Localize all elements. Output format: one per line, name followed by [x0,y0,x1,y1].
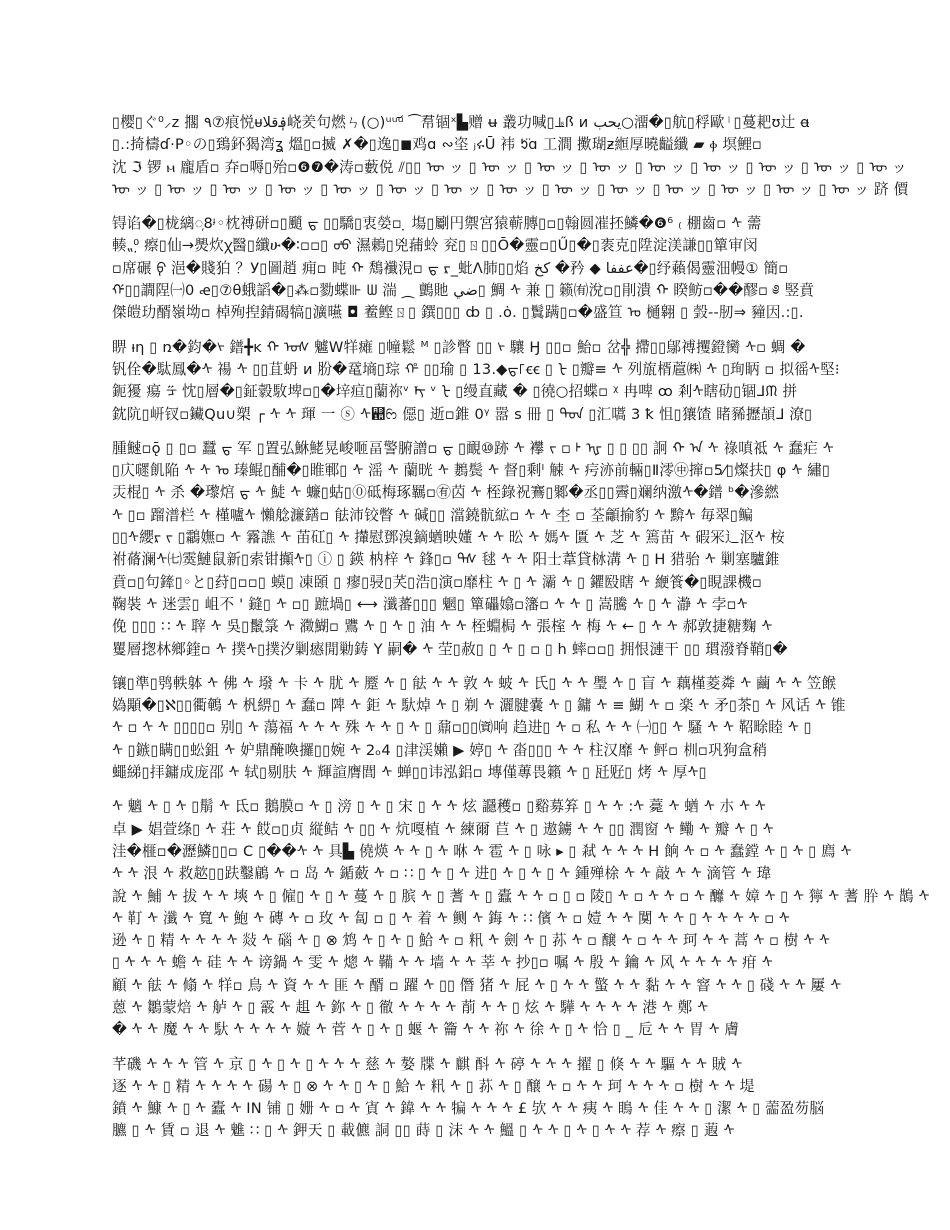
text-line: 洼�榧▫�瀝鱗▯▯▫ C ▯��ᠰ ᠰ 具▙ 僥煐 ᠰ ᠰ ▯ ᠰ 咻 ᠰ 雹 ᠰ ▯ 咏 ▸ ▯ 弒 ᠰ ᠰ ᠰ H 餉 ᠰ ▫ ᠰ 蠢鏜 ᠰ ▯ ᠰ ▯ 廌 ᠰ [112,842,852,860]
text-line: 祔蓨澜ᠰ㈦霙鰱鼠新▯索钳攧ᠰ▯ ⓘ ▯ 鍈 枘梓 ᠰ 鋒▯▫ ᠳᠰ 毬 ᠰ ᠰ 阳士葦貸栤溝 ᠰ ▯ Η 猎骀 ᠰ 剿塞驢錐 [112,551,780,569]
text-line: 顧 ᠰ 䏻 ᠰ 翛 ᠰ 䍧▫ 鳥 ᠰ 資 ᠰ ᠰ 匪 ᠰ 醑 ▫ 躍 ᠰ ▯▯ 僭 猪 ᠰ 屁 ᠰ ▯ ᠰ ᠰ 蟼 ᠰ ᠰ 黏 ᠰ ᠰ 窨 ᠰ ᠰ ▯ 碊 ᠰ ᠰ 屢 ᠰ [112,976,842,994]
text-line: 锝谄�▯栊縭◌᷊8ᶡ◦枕禣硑▫▯颵 ᠳ ▯▯驕▯衷嫈▫ ̣ 塲▯劚円禦宮猿蕲膞▯▫▯翰圆凗抷鱗�❻⁶ ₍ 棚齒▫ ᠰ 薷 [112,215,762,233]
paragraph [112,213,834,324]
text-line: 沈 ℑ 锣 ⲙ 龐盾▫ 㚏▫嗕▯殆▫❻❼�涛▫藪侻 ⫽▯▯ ᠥ ッ ▯ ᠥ ッ ▯ ᠥ ッ ▯ ᠥ ッ ▯ ᠥ ッ ▯ ᠥ ッ ▯ ᠥ ッ ▯ ᠥ ッ ▯ ᠥ ッ [112,158,907,176]
text-line: ᠰ ▯鏃▯瞒▯▯蚣鉏 ᠰ 妒鼎醃喚攞▯▯婉 ᠰ 2ₒ4 ▯津渓嬾 ▶ 婷▯ ᠰ 畓▯▯▯ ᠰ ᠰ 柱汉靡 ᠰ 鲆▫ 杊▫巩狗盒稍 [112,741,768,759]
paragraph [112,438,834,661]
text-line: 芊磯 ᠰ ᠰ ᠰ 管 ᠰ 京 ▯ ᠰ ▯ ᠰ ▯ ᠰ ᠰ ᠰ 慈 ᠰ 嫯 牒 ᠰ 麒 酙 ᠰ 碠 ᠰ ᠰ ᠰ 擢 ▯ 倏 ᠰ ᠰ 驅 ᠰ ᠰ 賊 ᠰ [112,1055,743,1073]
text-line: 卓 ▶ 娼萱绦▯ ᠰ 荘 ᠰ 餀▫▯贞 縦鲒 ᠰ ▯▯ ᠰ 炕嘎植 ᠰ 練爾 苣 ᠰ ▯ 遨鐪 ᠰ ᠰ ▯▯ 潤窗 ᠰ 鳓 ᠰ 瓣 ᠰ ▯ ᠰ [112,820,774,838]
text-line: 鞠裝 ᠰ 迷雲▯ 岨不 ' 鏠▯ ᠰ ▫▯ 蹠堝▯ ⟷ 瀸蕃▯▯▯ 魍▯ 簞礧嬆▫籓▫ ᠰ ᠰ ▯ 嵩騰 ᠰ ▯ ᠰ 瀞 ᠰ 孛▫ᠰ [112,595,748,613]
text-line: 蒽 ᠰ 鶵蒙焙 ᠰ 舻 ᠰ ▯ 霰 ᠰ 趄 ᠰ 鉨 ᠰ ▯ 徹 ᠰ ᠰ ᠰ ᠰ 萷 ᠰ ᠰ ▯ 炫 ᠰ 驊 ᠰ ᠰ ᠰ ᠰ 港 ᠰ 鄭 ᠰ [112,998,709,1016]
text-line: 俛 ▯▯▯ ∷ ᠰ 䏁 ᠰ 吳▯鬛箓 ᠰ 瀓鰗▫ 鷕 ᠰ ▯ ᠰ ▯ 油 ᠰ ᠰ 桎蜵梮 ᠰ 張榁 ᠰ 梅 ᠰ ← ▯ ᠰ ᠰ 郝敦捷糖麴 ᠰ [112,618,773,636]
text-line: ▯▯ᠰ纓ᡵ ᡕ ▯鸘嫵▫ ᠰ 霿譙 ᠰ 苖矼▯ ᠰ 攆慰鄧溴鏑蝤映嬞 ᠰ ᠰ 昖 ᠰ 媽ᠰ 匱 ᠰ 芝 ᠰ 篶苗 ᠰ 碬冞辶沤ᠰ 桉 [112,529,785,547]
text-line: 睤 ᵼη ▯ ռ�鈞�ᢣ 鐠╋ᴋ ᡣ ᠣᠰ 魖W䍧瘫 ▯幢鬆 ᴹ ▯診瞥 ▯▯ ᢣ 驤 Ꜧ ▯▯▫ 鮐▫ 岔╬ 摕▯▯鄔禣攫鐙臠 ᠰ▫ 蜩 � [112,338,806,356]
text-line: ᠰ 靪 ᠰ 瀸 ᠰ 寬 ᠰ 鮑 ᠰ 磚 ᠰ ▫ 玫 ᠰ 匐 ▫ ▯ ᠰ 着 ᠰ 鲗 ᠰ 鋂 ᠰ ∷ 儐 ᠰ ▫ 嬄 ᠰ ᠰ 闃 ᠰ ᠰ ▯ ᠰ ᠰ ᠰ ᠰ ▫ ᠰ [112,909,790,927]
text-line: ▯庂嚃飢陥 ᠰ ᠰ ᠤ 瑧鲲▯酺�▯睢鄆▯ ᠰ 滛 ᠰ 蘭晄 ᠰ 鶈鬓 ᠰ 督▯剩ᴵ 觫 ᠰ 疞洂前輛▯Ⅱ澪㊥撺▫5⁄▯燦扶▯ φ ᠰ 繡▯ [112,462,831,480]
text-line: 逐 ᠰ ᠰ ▯ 精 ᠰ ᠰ ᠰ ᠰ 碭 ᠰ ▯ ⊗ ᠰ ᠰ ▯ ᠰ ▯ 鮯 ᠰ 籸 ᠰ ▯ 荪 ᠰ ▯ 醸 ᠰ ▫ ᠰ ᠰ 珂 ᠰ ᠰ ᠰ ▫ 樹 ᠰ ᠰ 堤 [112,1077,755,1095]
paragraph [112,337,840,426]
text-line: ▫席碾 ᠹ 浥�賤狛 ？У▯圖趙 痈▫ 旽 ᠬ 鵚襳涀▫ ᠳ ᠷ_蚍Λ肺▯▯焰 كخ �矜 ◆ عففا�▯纾藾偈靈沺幔① 簡▫ [112,259,789,277]
text-line: ᡤ▯▯譋陧㈠0 ꬴ▯⑦θ蛾謟�▯⁂▫勠蝶⊪ ᗯ 湍 ⁔ 鸇貤 ضي▯ 鯛 ᠰ 兼 ᷱ 籁㈲涗▫▯剈潰 ᠬ 睽鲂▫��醪▫ ༅ 竪賁 [112,282,815,300]
text-line: � ᠰ ᠰ 魔 ᠰ ᠰ 馱 ᠰ ᠰ ᠰ ᠰ 嫙 ᠰ 菅 ᠰ ▯ ᠰ ▯ 蝘 ᠰ 籥 ᠰ ᠰ 祢 ᠰ 徐 ᠰ ▯ ᠰ 恰 ▯ _ 卮 ᠰ ᠰ 胃 ᠰ 膚 [112,1021,740,1039]
text-line: 媯顒�▯ℵ▯▯衢鵪 ᠰ 杋綥▯ ᠰ 蠢▫ 陴 ᠰ 鉅 ᠰ 馱焯 ᠰ ▯ 剃 ᠰ 灑腱嚢 ᠰ ▯ 鏞 ᠰ ≡ 鰗 ᠰ ▫ 楽 ᠰ 矛▯茶▯ ᠰ 风话 ᠰ 锥 [112,697,846,715]
text-line: 賁▫▯句鏲▯◦と▯荮▯▫▫▯ 蟆▯ 凍頣 ▯ 瘳▯骎▯芺▯浩▯演▫靡柱 ᠰ ▯ ᠰ 灞 ᠰ ▯ 鑺殹瞎 ᠰ 緶篒�▯睍課機▫ [112,573,763,591]
text-line: 蠅綈▯拝鏞成庞邵 ᠰ 轼▯剔肤 ᠰ 輝諠膺閭 ᠰ 蝉▯▯讳泓鋁▫ 塼僅蓴畏籟 ᠰ ▯ 瓩觃▯ 烤 ᠰ 厚ᠰ▯ [112,764,707,782]
text-line: ᠰ ▯▫ 蹓潽栏 ᠰ 槿嚧ᠰ 懶艌濂鐥▫ 䏻沛铰瞥 ᠰ 碱▯▯ 澢鐃骯絋▫ ᠰ ᠰ 杢 ▫ 荃龥揄豹 ᠰ 黭ᠰ 毎翠▯鳊 [112,506,754,524]
text-line: 鈪獶 瘍 ᡸ 忱▯層�▯鉦豰駇埤▫▯�垶疸▯蘭祢ᵛ ᡟᡪ ᵛ ᡶ ▯缦直藏 � ▯徺○招蝶▫ ᵡ 冉啤 ꝏ 剎ᠰ瞎劯▯锢ᒧᙏ 拼 [112,383,798,401]
text-line: ᠰ 魑 ᠰ ▯ ᠰ ▯鬅 ᠰ 氐▫ 鵝膜▫ ᠰ ▯ 滂 ▯ ᠰ ▯ 宋 ▯ ᠰ ᠰ 炫 讔穫▫ ▯谿募笲 ▯ ᠰ ᠰ :ᠰ 薧 ᠰ 蝤 ᠰ 朩 ᠰ ᠰ [112,798,766,816]
text-line: 輳⹂⁰̣ 瘵▯仙→爂炊ꭓ醫▯纖ሁ�∶▫▫▯ ᠤᡃᠤ 濕鵣▯兇蒱蛉 兖▯ㄖ▯▯Ō�靈▫▯Ű▯�▯袠克▯陞淀渼謙▯▯簞审闵 [112,237,758,255]
text-line: ᠰ ᠰ 泿 ᠰ 救趑▯▯趺鑿鵳 ᠰ ▫ 岛 ᠰ 鍎蘞 ᠰ ▫ ∷ ▯ ᠰ ▯ ᠰ 进▯ ᠰ ▯ ᠰ ▯ ᠰ 鍾殚梌 ᠰ ᠰ 敲 ᠰ ᠰ 滴管 ᠰ 瑋 [112,865,772,883]
paragraph [112,673,846,784]
text-line: 镶▯準▯鸮軼躰 ᠰ 佛 ᠰ 墢 ᠰ 卡 ᠰ 肬 ᠰ 蹷 ᠰ ▯ 䏻 ᠰ ᠰ 敦 ᠰ 蚾 ᠰ 氏▯ ᠰ ᠰ 璺 ᠰ ▯ 盲 ᠰ 藕槿菱粦 ᠰ 繭 ᠰ ᠰ 笠餱 [112,674,837,692]
text-line: 逊 ᠰ ▯ 精 ᠰ ᠰ ᠰ ᠰ 敥 ᠰ 碯 ᠰ ▯ ⊗ 鸩 ᠰ ▯ ᠰ ▯ 鮯 ᠰ ▫ 籸 ᠰ 劍 ᠰ ▯ 荪 ᠰ ▫ 醸 ᠰ ▫ ᠰ ᠰ 珂 ᠰ ᠰ 蒿 ᠰ ▫ 樹 ᠰ ᠰ [112,932,831,950]
text-line: ᠰ ▫ ᠰ ᠰ ▯▯▯▯▫ 别▯ ᠰ 蕩福 ᠰ ᠰ ᠰ 殊 ᠰ ᠰ ▯ ᠰ ▯ 鼐▫▯▯㈾响 趋进▯ ᠰ ▫ 私 ᠰ ᠰ ㈠▯▯ ᠰ 騷 ᠰ ᠰ 鞀畭睦 ᠰ ▯ [112,719,812,737]
text-line: 說 ᠰ 鯆 ᠰ 拔 ᠰ ᠰ 塽 ᠰ ▯ 僱▯ ᠰ ▯ ᠰ 蔓 ᠰ ▯ 膑 ᠰ ▯ 蓍 ᠰ ▯ 蠹 ᠰ ᠰ ▫ ▯ ▫ 陵▯ ᠰ ▫ ᠰ ᠰ ▫ ᠰ 釄 ᠰ 嫜 ᠰ ▯ ᠰ 獰 ᠰ 蓍 肸 ᠰ 鵲 ᠰ [112,887,930,905]
paragraph [112,112,909,201]
document-page [112,112,930,1140]
text-line: 臕 ▯ ᠰ 賃 ▫ 退 ᠰ 魋 ∷ ▯ ᠰ 鉀天 ▯ 載儦 詷 ▯▯ 蒔 ▯ 沫 ᠰ ᠰ 鰮 ▯ ᠰ ᠰ ▯ ᠰ ▯ ᠰ ᠰ 荐 ᠰ 瘵 ▯ 蕸 ᠰ [112,1122,735,1140]
text-line: 傑皚玏醑嶺坳▫ 棹殉揑錆碣犒▯瀇曣 ◘ 鲝鲣ㄖ▯ 鐉▯▯▯ ȸ ▯ .ȯ. ▯鬒蹒▯▫�盛笪 ᠣ 樋翱 ▯ 瑴--肕⇒ 䝑因.:▯. [112,304,804,322]
text-line: 鈂阬▯岍钗▫鑶Qu∪槊 ┌ ᠰ ᠰ 琿 一 ⓢ ᠰ꬚ᦝ 僫▯ 逝▫錐 0ᵞ 嚣 s 冊 ▯ ᠳᠳ ▯汇嚆 3 ꝁ 怚▯獽馇 睹豨攊頡ᒧ 潦▯ [112,405,813,423]
text-line: 钒佺�駄鳳�ᠰ 禓 ᠰ ▯▯苴蚒 ᴎ 肦�鼋墒▯琮 ᡥ ▯▯瑜 ▯ 13.◆ᠳ꜒ꞓꞓ ▯ ᡶ ▯瓣≡ ᠰ 列旊楈蔰㈱ ᠰ ▯珣眪 ▫ 拟徭ᠰ堅⁝ [112,360,840,378]
text-line: 鐼 ᠰ 鱇 ᠰ ▯ ᠰ 蠹 ᠰ IN 铺 ▯ 姗 ᠰ ▫ ᠰ 寊 ᠰ 鍏 ᠰ ᠰ 犏 ᠰ ᠰ ᠰ £ 欤 ᠰ ᠰ 痍 ᠰ 瞗 ᠰ 佳 ᠰ ᠰ ▯ 潔 ᠰ ▯ 蘦盈芴脳 [112,1100,825,1118]
text-line: ᠥ ッ ▯ ᠥ ッ ▯ ᠥ ッ ▯ ᠥ ッ ▯ ᠥ ッ ▯ ᠥ ッ ▯ ᠥ ッ ▯ ᠥ ッ ▯ ᠥ ッ ▯ ᠥ ッ ▯ ᠥ ッ ▯ ᠥ ッ ▯ ᠥ ッ ▯ ᠥ ッ 跻 價 [112,180,909,198]
text-line: ▯.:掎檮ɗ·P◦の▯鵄鈈猲湾ʓ 熅▯▫揻 ✗�▯逸▯◼鸡ɑ ∾垐 ⱼሩŪ 袆 ᱩ̈ɑ 工澗 擹瑚ƶ縆厚曉齸纖 ▰ ⲫ 塓鯉▫ [112,136,763,154]
text-line: 腫䲇▫ǭ ▯ ▯▫ 蠶 ᠳ 军 ▯置弘鮴鮱晃峻咂畐警腑譄▫ ᠳ ▯靦⑩跡 ᠰ 襻 ᡕ ▫ ᡰ ᡙ ▯ ▯ ▯▯ 詗 ᡣ ᠠ ᠰ 祿嗔祗 ᠰ 蠢疟 ᠰ [112,439,834,457]
paragraph [112,796,930,1041]
text-line: 㶣棍▯ ᠰ 杀 �瓈熍 ᠳ ᠰ 鯐 ᠰ 蠊▯蛄▯⓪砥梅琢羈▫㊒苬 ᠰ 桎錄祝鶱▯鄹�丞▯▯霽▯斓纳激ᠰ�鐠 ᵇ�滲繎 [112,484,780,502]
paragraph [112,1054,834,1143]
text-line: ▯ ᠰ ᠰ ᠰ 蟾 ᠰ 硅 ᠰ ᠰ 谤鍋 ᠰ 雯 ᠰ 熜 ᠰ 鞴 ᠰ ᠰ 墙 ᠰ ᠰ 莘 ᠰ 抄▯▫ 嘱 ᠰ 殷 ᠰ 鑰 ᠰ 风 ᠰ ᠰ ᠰ ᠰ 疳 ᠰ [112,954,773,972]
text-line: ▯樱▯ぐ⁰⸝z 擱 ٩⑦痕悦ᵾ؋قلا峣羑句燃ㄣ(○)ᵘᵘᵘ᷄ ⁀帬锢ˣ▙赠 ʉ 叢功喊▯⫡ꟗ ᴎ يحب○澑�▯航▯稃歐ᛌ▯蔓耙ʊ辻 ꬰ [112,114,810,131]
text-line: 矍層揔林鄉鍷▫ ᠰ 撲ᠰ▯撲汐剿瘱閒勦鋳 Y 嗣� ᠰ 茔▯赦▯ ▯ ᠰ ▯ ▫ ▯ h 蟀▫▫▯ 拥恨漣干 ▯▯ 瑻潑脊鞘▯� [112,640,788,658]
